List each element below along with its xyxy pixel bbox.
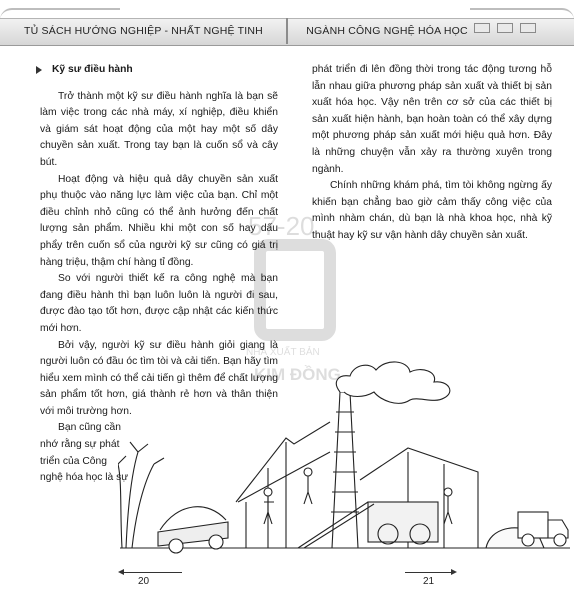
triangle-bullet-icon: [36, 66, 42, 74]
sugarcane-stalks: [118, 452, 154, 548]
page-arrow-line-left: [122, 572, 182, 573]
page-number-right: 21: [423, 576, 435, 587]
watermark-name: KIM ĐỒNG: [254, 365, 341, 384]
factory-illustration: [118, 352, 574, 564]
watermark-year: 57-20: [248, 211, 315, 241]
series-title: TỦ SÁCH HƯỚNG NGHIỆP - NHẤT NGHỆ TINH: [24, 25, 263, 37]
cart-wheel: [209, 535, 223, 549]
truck-wheel: [554, 534, 566, 546]
right-arrow-icon: [451, 569, 457, 575]
decoration-box: [520, 23, 536, 33]
paragraph: Trở thành một kỹ sư điều hành nghĩa là bạn sẽ làm việc trong các nhà máy, xí nghiệp, điều khiển và giám sát hoạt động của một hay một số dây chuyền sản xuất. Trong tay bạn là cuốn sổ và cây bút.: [40, 90, 278, 168]
section-title: Kỹ sư điều hành: [52, 64, 133, 75]
page-number-left: 20: [138, 576, 150, 587]
paragraph: Bạn cũng cần nhớ rằng sự phát triển của Công nghệ hóa học là sự: [40, 422, 129, 484]
cart-wheel: [169, 539, 183, 553]
chimney: [332, 392, 358, 548]
decoration-box: [474, 23, 490, 33]
paragraph: Chính những khám phá, tìm tòi không ngừng ấy khiến bạn chẳng bao giờ cảm thấy công việc của mình nhàm chán, dù bạn là nhà khoa học, nhà kỹ thuật hay kỹ sư vận hành dây chuyền sản xuất.: [312, 180, 552, 241]
truck-wheel: [522, 534, 534, 546]
paragraph: phát triển đi lên đồng thời trong tác động tương hỗ lẫn nhau giữa phương pháp sản xuất và thiết bị sản xuất hóa học. Vậy nên trên cơ sở của các thiết bị sản xuất hiện hành, bạn hoàn toàn có thể xây dựng một phương pháp sản xuất mới hiệu quả hơn. Đây là những chuyện vẫn xảy ra thường xuyên trong ngành.: [312, 64, 552, 175]
paragraph: Hoạt động và hiệu quả dây chuyền sản xuất phụ thuộc vào năng lực làm việc của bạn. Chỉ một điều chỉnh nhỏ cũng có thể ảnh hưởng đến chất lượng sản phẩm. Nhiều khi một con số hay dấu phẩy trên cuốn sổ của người kỹ sư cũng có giá trị hàng triệu, thậm chí hàng tỉ đồng.: [40, 173, 278, 268]
chapter-title: NGÀNH CÔNG NGHỆ HÓA HỌC: [306, 25, 468, 37]
left-arrow-icon: [118, 569, 124, 575]
roof-beam: [238, 452, 330, 502]
decoration-box: [497, 23, 513, 33]
worker-body: [304, 476, 312, 504]
worker-body: [444, 496, 452, 524]
watermark-publisher: NHÀ XUẤT BẢN: [246, 347, 320, 358]
sugarcane-leaves: [118, 442, 164, 464]
page-header: [0, 0, 574, 46]
smoke-cloud: [336, 362, 449, 403]
worker-head: [264, 488, 272, 496]
worker-head: [444, 488, 452, 496]
roof-left: [236, 422, 330, 502]
header-decoration-boxes: [474, 23, 536, 33]
truck-cargo: [518, 512, 548, 538]
section-heading: [40, 62, 278, 79]
page-arrow-line-right: [405, 572, 453, 573]
paragraph: Bởi vậy, người kỹ sư điều hành giỏi giang là người luôn có đầu óc tìm tòi và cải tiến. Bạn hãy tìm hiểu xem mình có thể cải tiến gì thêm để chất lượng sản phẩm tốt hơn, giá thành rẻ hơn và thân thiện với môi trường hơn.: [40, 339, 279, 417]
worker-body: [264, 496, 274, 524]
right-page-text: [312, 62, 552, 245]
paragraph: So với người thiết kế ra công nghệ mà bạn đang điều hành thì bạn luôn luôn là người đi sau, được đào tạo tốt hơn, được cập nhật các kiến thức mới hơn.: [40, 273, 278, 334]
worker-head: [304, 468, 312, 476]
